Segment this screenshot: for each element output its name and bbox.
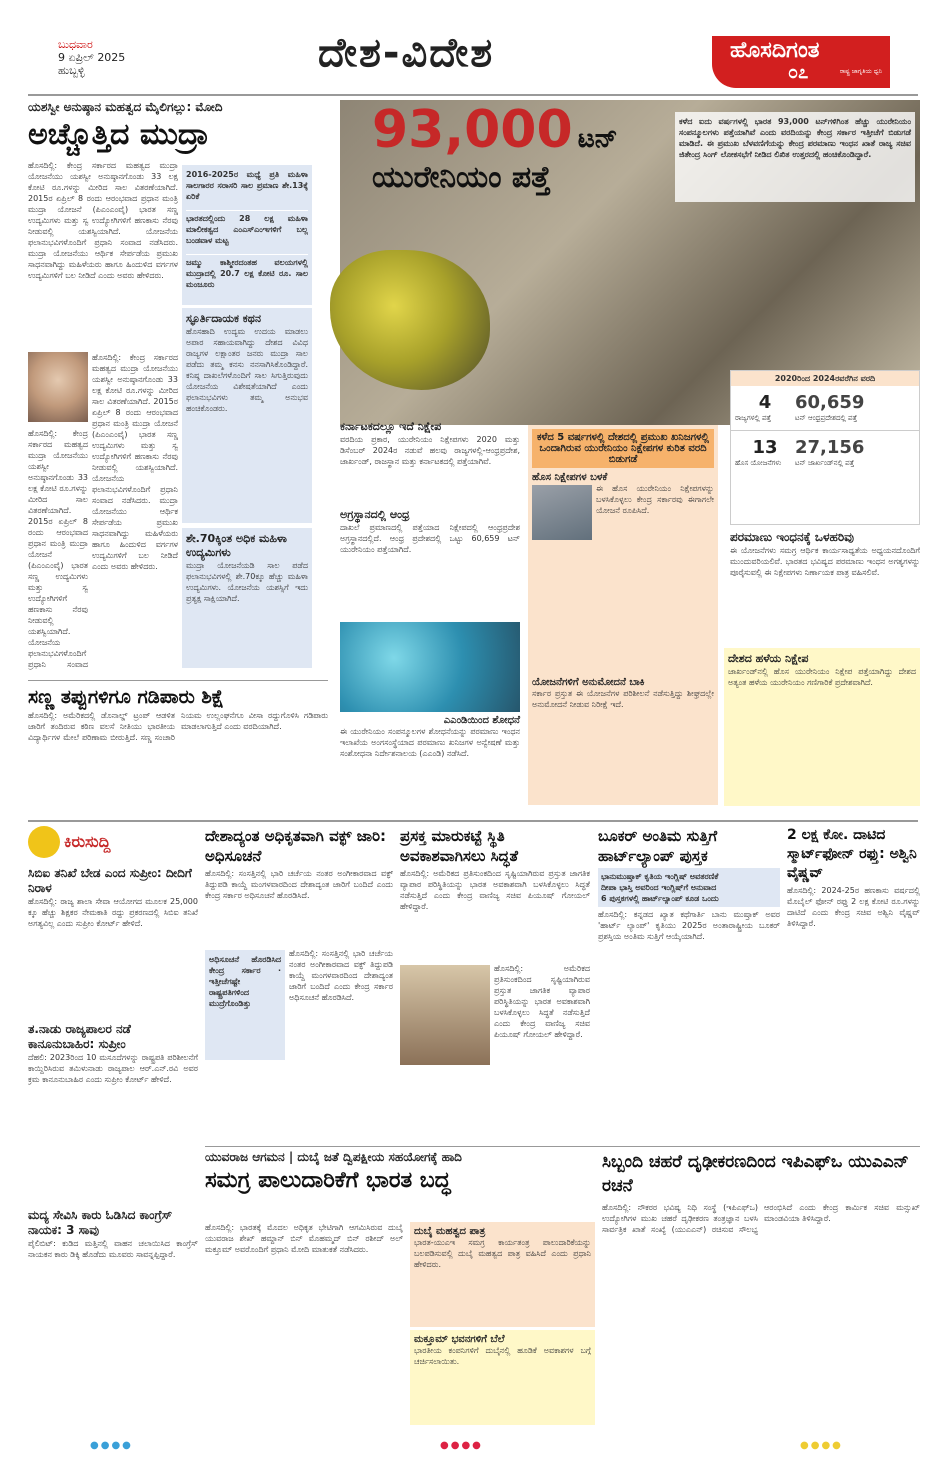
waqf-body: ಹೊಸದಿಲ್ಲಿ: ಸಂಸತ್ತಿನಲ್ಲಿ ಭಾರಿ ಚರ್ಚೆಯ ನಂತರ ಅಂಗೀಕಾರವಾದ ವಕ್ಫ್ ತಿದ್ದುಪಡಿ ಕಾಯ್ದೆ ಮಂಗಳವಾರದಿಂದ ದೇಶಾದ್ಯಂತ ಜಾರಿಗೆ ಬಂದಿದೆ ಎಂದು ಕೇಂದ್ರ ಸರ್ಕಾರ ಅಧಿಸೂಚನೆ ಹೊರಡಿಸಿದೆ. — [205, 869, 393, 900]
kiru-h1: ಸಿಬಿಐ ತನಿಖೆ ಬೇಡ ಎಂದ ಸುಪ್ರೀಂ: ದೀದಿಗೆ ನಿರಾಳ — [28, 866, 192, 895]
karnataka-section — [340, 420, 520, 582]
dubai-side-1-title: ದುಬೈ ಮಹತ್ವದ ಪಾತ್ರ — [414, 1226, 486, 1237]
fact-2: ಭಾರತದಲ್ಲಿಂದು 28 ಲಕ್ಷ ಮಹಿಳಾ ಮಾಲೀಕತ್ವದ ಎಂಎಸ್ಎಂಇಗಳಿಗೆ ಬಲ್ಲ ಬಂಡವಾಳ ಮಟ್ಟ — [186, 213, 308, 255]
stat-2-value: 27,156 — [795, 437, 865, 458]
fact-3: ಜಮ್ಮು ಕಾಶ್ಮೀರದಂತಹ ವಲಯಗಳಲ್ಲಿ ಮುದ್ರಾದಲ್ಲಿ 20.7 ಲಕ್ಷ ಕೋಟಿ ರೂ. ಸಾಲ ಮಂಜೂರು — [186, 258, 308, 289]
stat-1-value: 60,659 — [795, 392, 865, 413]
divider — [28, 680, 328, 681]
booker-story — [598, 826, 780, 1169]
booker-points — [598, 868, 780, 907]
women-box — [182, 528, 312, 668]
atomic-body: ಈ ಯೋಜನೆಗಳು ಸಮಗ್ರ ಆರ್ಥಿಕ ಕಾರ್ಯಸಾಧ್ಯತೆಯ ಅಧ್ಯಯನದೊಂದಿಗೆ ಮುಂದುವರಿಯಲಿವೆ. ಭಾರತದ ಭವಿಷ್ಯದ ಪರಮಾಣು ಇಂಧನ ಅಗತ್ಯಗಳನ್ನು ಪೂರೈಸುವಲ್ಲಿ ಈ ನಿಕ್ಷೇಪಗಳು ನಿರ್ಣಾಯಕ ಪಾತ್ರ ವಹಿಸಲಿವೆ. — [730, 546, 920, 577]
kiru-h3: ಮದ್ಯ ಸೇವಿಸಿ ಕಾರು ಓಡಿಸಿದ ಕಾಂಗ್ರೆಸ್ ನಾಯಕ: 3 ಸಾವು — [28, 1208, 173, 1237]
small-mistakes-headline: ಸಣ್ಣ ತಪ್ಪುಗಳಿಗೂ ಗಡಿಪಾರು ಶಿಕ್ಷೆ — [28, 686, 225, 708]
stat-1-value-label: ಟನ್ ಆಂಧ್ರಪ್ರದೇಶದಲ್ಲಿ ಪತ್ತೆ — [795, 414, 858, 422]
atomic-section — [730, 530, 920, 645]
karnataka-title: ಕರ್ನಾಟಕದಲ್ಲೂ ಇದೆ ನಿಕ್ಷೇಪ — [340, 420, 442, 433]
market-story — [400, 826, 590, 1173]
stat-1-number: 4 — [758, 392, 772, 413]
print-marks-left: ●●●● — [90, 1440, 133, 1451]
old-deposit-box — [724, 648, 920, 806]
uranium-headline — [372, 100, 662, 210]
date-box — [58, 38, 148, 77]
plan-title: ಯೋಜನೆಗಳಿಗೆ ಅನುಮೋದನೆ ಬಾಕಿ — [532, 677, 645, 688]
fact-1: 2016-2025ರ ಮಧ್ಯೆ ಪ್ರತಿ ಮಹಿಳಾ ಸಾಲಗಾರರ ಸರಾಸರಿ ಸಾಲ ಪ್ರಮಾಣ ಶೇ.13ಕ್ಕೆ ಏರಿಕೆ — [186, 169, 308, 211]
waqf-body-cont: ಹೊಸದಿಲ್ಲಿ: ಸಂಸತ್ತಿನಲ್ಲಿ ಭಾರಿ ಚರ್ಚೆಯ ನಂತರ ಅಂಗೀಕಾರವಾದ ವಕ್ಫ್ ತಿದ್ದುಪಡಿ ಕಾಯ್ದೆ ಮಂಗಳವಾರದಿಂದ ದೇಶಾದ್ಯಂತ ಜಾರಿಗೆ ಬಂದಿದೆ ಎಂದು ಕೇಂದ್ರ ಸರ್ಕಾರ ಅಧಿಸೂಚನೆ ಹೊರಡಿಸಿದೆ. — [289, 949, 393, 1002]
market-body: ಹೊಸದಿಲ್ಲಿ: ಅಮೆರಿಕದ ಪ್ರತಿಸುಂಕದಿಂದ ಸೃಷ್ಟಿಯಾಗಿರುವ ಪ್ರಸ್ತುತ ಜಾಗತಿಕ ವ್ಯಾಪಾರ ಪರಿಸ್ಥಿತಿಯನ್ನು ಭಾರತ ಅವಕಾಶವಾಗಿ ಬಳಸಿಕೊಳ್ಳಲು ಸಿದ್ಧತೆ ನಡೆಸುತ್ತಿದೆ ಎಂದು ಕೇಂದ್ರ ವಾಣಿಜ್ಯ ಸಚಿವ ಪಿಯೂಷ್ ಗೋಯಲ್ ಹೇಳಿದ್ದಾರೆ. — [400, 869, 590, 911]
dubai-side-1-body: ಭಾರತ-ಯುಎಇ ಸಮಗ್ರ ಕಾರ್ಯತಂತ್ರ ಪಾಲುದಾರಿಕೆಯನ್ನು ಬಲಪಡಿಸುವಲ್ಲಿ ದುಬೈ ಮಹತ್ವದ ಪಾತ್ರ ವಹಿಸಿದೆ ಎಂದು ಪ್ರಧಾನಿ ಹೇಳಿದರು. — [414, 1238, 591, 1269]
section-title: ದೇಶ-ವಿದೇಶ — [318, 30, 495, 76]
date: 9 ಏಪ್ರಿಲ್ 2025 — [58, 51, 126, 64]
tagline: ರಾಷ್ಟ್ರ ಜಾಗೃತಿಯ ಧ್ವನಿ — [839, 68, 882, 75]
andhra-body: ದಾಖಲೆ ಪ್ರಮಾಣದಲ್ಲಿ ಪತ್ತೆಯಾದ ನಿಕ್ಷೇಪದಲ್ಲಿ ಆಂಧ್ರಪ್ರದೇಶ ಅಗ್ರಸ್ಥಾನದಲ್ಲಿದೆ. ಆಂಧ್ರ ಪ್ರದೇಶದಲ್ಲಿ ಒಟ್ಟು 60,659 ಟನ್ ಯುರೇನಿಯಂ ಪತ್ತೆಯಾಗಿದೆ. — [340, 523, 520, 554]
facts-box — [182, 165, 312, 305]
dubai-side-2-body: ಭಾರತೀಯ ಕಂಪನಿಗಳಿಗೆ ದುಬೈನಲ್ಲಿ ಹೂಡಿಕೆ ಅವಕಾಶಗಳ ಬಗ್ಗೆ ಚರ್ಚಿಸಲಾಯಿತು. — [414, 1346, 591, 1366]
dubai-kicker: ಯುವರಾಜ ಆಗಮನ | ದುಬೈ ಜತೆ ದ್ವಿಪಕ್ಷೀಯ ಸಹಯೋಗಕ್ಕೆ ಹಾದಿ — [205, 1150, 462, 1164]
kiru-header — [28, 826, 198, 858]
booker-point-1: ಭಾನುಮುಷ್ತಾಕ್ ಕೃತಿಯ ಇಂಗ್ಲಿಷ್ ಅವತರಣಿಕೆ — [601, 872, 719, 881]
dubai-headline: ಸಮಗ್ರ ಪಾಲುದಾರಿಕೆಗೆ ಭಾರತ ಬದ್ಧ — [205, 1168, 451, 1193]
mudra-headline: ಅಚ್ಚೊತ್ತಿದ ಮುದ್ರಾ — [28, 117, 210, 152]
kiru-title: ಕಿರುಸುದ್ದಿ — [64, 832, 111, 851]
waqf-headline: ದೇಶಾದ್ಯಂತ ಅಧಿಕೃತವಾಗಿ ವಕ್ಫ್ ಜಾರಿ: ಅಧಿಸೂಚನೆ — [205, 827, 386, 865]
booker-point-3: 6 ಪುಸ್ತಕಗಳಲ್ಲಿ ಹಾರ್ಟ್‌ಲ್ಯಾಂಪ್ ಕೂಡ ಒಂದು — [601, 894, 719, 903]
waqf-note: ಅಧಿಸೂಚನೆ ಹೊರಡಿಸಿದ ಕೇಂದ್ರ ಸರ್ಕಾರ · ಇತ್ತೀಚೆಗಷ್ಟೇ ರಾಷ್ಟ್ರಪತಿಗಳಿಂದ ಮುದ್ರೆಗೊಂಡಿತ್ತು — [205, 950, 285, 1060]
booker-point-2: ದೀಪಾ ಭಾಸ್ತಿ ಅವರಿಂದ ಇಂಗ್ಲಿಷ್‌ಗೆ ಅನುವಾದ — [601, 883, 717, 892]
amd-section — [340, 715, 520, 796]
market-headline: ಪ್ರಸಕ್ತ ಮಾರುಕಟ್ಟೆ ಸ್ಥಿತಿ ಅವಕಾಶವಾಗಿಸಲು ಸಿದ್ಧತೆ — [400, 827, 519, 865]
divider-bottom — [205, 1146, 920, 1147]
dubai-side-2 — [410, 1330, 595, 1425]
mudra-body-cont2: ಹೊಸದಿಲ್ಲಿ: ಕೇಂದ್ರ ಸರ್ಕಾರದ ಮಹತ್ವದ ಮುದ್ರಾ ಯೋಜನೆಯು ಯಶಸ್ವೀ ಅನುಷ್ಠಾನಗೊಂಡು 33 ಲಕ್ಷ ಕೋಟಿ ರೂ.ಗಳನ್ನು ಮೀರಿದ ಸಾಲ ವಿತರಣೆಯಾಗಿದೆ. 2015ರ ಏಪ್ರಿಲ್ 8 ರಂದು ಆರಂಭವಾದ ಪ್ರಧಾನ ಮಂತ್ರಿ ಮುದ್ರಾ ಯೋಜನೆ (ಪಿಎಂಎಂವೈ) ಭಾರತ ಸಣ್ಣ ಉದ್ಯಮಿಗಳು ಮತ್ತು ಸ್ವ ಉದ್ಯೋಗಿಗಳಿಗೆ ಹಣಕಾಸು ನೆರವು ನೀಡುವಲ್ಲಿ ಯಶಸ್ವಿಯಾಗಿದೆ. ಯೋಜನೆಯ ಫಲಾನುಭವಿಗಳೊಂದಿಗೆ ಪ್ರಧಾನಿ ಸಂವಾದ — [28, 429, 88, 669]
mudra-body: ಹೊಸದಿಲ್ಲಿ: ಕೇಂದ್ರ ಸರ್ಕಾರದ ಮಹತ್ವದ ಮುದ್ರಾ ಯೋಜನೆಯು ಯಶಸ್ವೀ ಅನುಷ್ಠಾನಗೊಂಡು 33 ಲಕ್ಷ ಕೋಟಿ ರೂ.ಗಳನ್ನು ಮೀರಿದ ಸಾಲ ವಿತರಣೆಯಾಗಿದೆ. 2015ರ ಏಪ್ರಿಲ್ 8 ರಂದು ಆರಂಭವಾದ ಪ್ರಧಾನ ಮಂತ್ರಿ ಮುದ್ರಾ ಯೋಜನೆ (ಪಿಎಂಎಂವೈ) ಭಾರತ ಸಣ್ಣ ಉದ್ಯಮಿಗಳು ಮತ್ತು ಸ್ವ ಉದ್ಯೋಗಿಗಳಿಗೆ ಹಣಕಾಸು ನೆರವು ನೀಡುವಲ್ಲಿ ಯಶಸ್ವಿಯಾಗಿದೆ. ಯೋಜನೆಯ ಫಲಾನುಭವಿಗಳೊಂದಿಗೆ ಪ್ರಧಾನಿ ಸಂವಾದ ನಡೆಸಿದರು. ಮುದ್ರಾ ಯೋಜನೆಯು ಆರ್ಥಿಕ ಸೇರ್ಪಡೆಯ ಪ್ರಮುಖ ಸಾಧನವಾಗಿದ್ದು ಮಹಿಳೆಯರು ಹಾಗೂ ಹಿಂದುಳಿದ ವರ್ಗಗಳ ಉದ್ಯಮಿಗಳಿಗೆ ಬಲ ನೀಡಿದೆ ಎಂದು ಅವರು ಹೇಳಿದರು. — [28, 161, 178, 280]
megaphone-icon — [28, 826, 60, 858]
epfo-story — [602, 1150, 920, 1417]
booker-headline: ಬೂಕರ್ ಅಂತಿಮ ಸುತ್ತಿಗೆ ಹಾರ್ಟ್‌ಲ್ಯಾಂಪ್ ಪುಸ್ತಕ — [598, 827, 718, 865]
karnataka-body: ವರದಿಯ ಪ್ರಕಾರ, ಯುರೇನಿಯಂ ನಿಕ್ಷೇಪಗಳು 2020 ಮತ್ತು ಡಿಸೆಂಬರ್ 2024ರ ನಡುವೆ ಹಲವು ರಾಜ್ಯಗಳಲ್ಲಿ-ಆಂಧ್ರಪ್ರದೇಶ, ಜಾರ್ಖಂಡ್, ರಾಜಸ್ಥಾನ ಮತ್ತು ಕರ್ನಾಟಕದಲ್ಲಿ ಪತ್ತೆಯಾಗಿವೆ. — [340, 435, 520, 466]
dubai-side-1 — [410, 1222, 595, 1327]
divider-mid — [28, 820, 918, 822]
mining-photo — [532, 485, 592, 540]
market-body-cont: ಹೊಸದಿಲ್ಲಿ: ಅಮೆರಿಕದ ಪ್ರತಿಸುಂಕದಿಂದ ಸೃಷ್ಟಿಯಾಗಿರುವ ಪ್ರಸ್ತುತ ಜಾಗತಿಕ ವ್ಯಾಪಾರ ಪರಿಸ್ಥಿತಿಯನ್ನು ಭಾರತ ಅವಕಾಶವಾಗಿ ಬಳಸಿಕೊಳ್ಳಲು ಸಿದ್ಧತೆ ನಡೆಸುತ್ತಿದೆ ಎಂದು ಕೇಂದ್ರ ವಾಣಿಜ್ಯ ಸಚಿವ ಪಿಯೂಷ್ ಗೋಯಲ್ ಹೇಳಿದ್ದಾರೆ. — [494, 964, 590, 1039]
amd-body: ಈ ಯುರೇನಿಯಂ ಸಂಪನ್ಮೂಲಗಳ ಶೋಧನೆಯನ್ನು ಪರಮಾಣು ಇಂಧನ ಇಲಾಖೆಯ ಅಂಗಸಂಸ್ಥೆಯಾದ ಪರಮಾಣು ಖನಿಜಗಳ ಅನ್ವೇಷಣೆ ಮತ್ತು ಸಂಶೋಧನಾ ನಿರ್ದೇಶನಾಲಯ (ಎಎಂಡಿ) ನಡೆಸಿದೆ. — [340, 727, 520, 758]
uranium-unit: ಟನ್ — [577, 124, 618, 154]
inspire-title: ಸ್ಫೂರ್ತಿದಾಯಕ ಕಥನ — [186, 312, 261, 325]
report-box — [528, 425, 718, 805]
stats-box — [730, 370, 920, 525]
dubai-side-2-title: ಮಕ್ತೂಮ್ ಭವನಗಳಿಗೆ ಬೆಲೆ — [414, 1334, 505, 1345]
crystal-photo — [340, 622, 520, 712]
plan-body: ಸರ್ಕಾರ ಪ್ರಸ್ತುತ ಈ ಯೋಜನೆಗಳ ಪರಿಶೀಲನೆ ನಡೆಸುತ್ತಿದ್ದು ಶೀಘ್ರದಲ್ಲೇ ಅನುಮೋದನೆ ನೀಡುವ ನಿರೀಕ್ಷೆ ಇದೆ. — [532, 689, 714, 709]
page-number: ೦೭ — [788, 62, 809, 83]
dubai-story — [205, 1150, 595, 1197]
phone-headline: 2 ಲಕ್ಷ ಕೋ. ದಾಟಿದ ಸ್ಮಾರ್ಟ್‌ಫೋನ್ ರಫ್ತು: ಅಶ್ವಿನಿ ವೈಷ್ಣವ್ — [787, 827, 917, 881]
stat-row-2 — [731, 431, 919, 475]
stat-row-1 — [731, 386, 919, 431]
inspire-body: ಹೊಸಹಾದಿ ಉದ್ಯಮ ಉದಯ ಮಾಡಲು ಅಪಾರ ಸಹಾಯವಾಗಿದ್ದು ದೇಶದ ವಿವಿಧ ರಾಜ್ಯಗಳ ಲಕ್ಷಾಂತರ ಜನರು ಮುದ್ರಾ ಸಾಲ ಪಡೆದು ತಮ್ಮ ಕನಸು ನನಸಾಗಿಸಿಕೊಂಡಿದ್ದಾರೆ. ಕನಿಷ್ಠ ದಾಖಲೆಗಳೊಂದಿಗೆ ಸಾಲ ಸಿಗುತ್ತಿರುವುದು ಯೋಜನೆಯ ವಿಶೇಷತೆಯಾಗಿದೆ ಎಂದು ಫಲಾನುಭವಿಗಳು ತಮ್ಮ ಅನುಭವ ಹಂಚಿಕೊಂಡರು. — [186, 327, 308, 413]
header-divider — [28, 94, 918, 96]
atomic-title: ಪರಮಾಣು ಇಂಧನಕ್ಕೆ ಒಳಹರಿವು — [730, 530, 854, 544]
phone-story — [787, 826, 920, 1145]
andhra-title: ಅಗ್ರಸ್ಥಾನದಲ್ಲಿ ಆಂಧ್ರ — [340, 508, 410, 521]
new-deposits-body: ಈ ಹೊಸ ಯುರೇನಿಯಂ ನಿಕ್ಷೇಪಗಳನ್ನು ಬಳಸಿಕೊಳ್ಳಲು ಕೇಂದ್ರ ಸರ್ಕಾರವು ಈಗಾಗಲೇ ಯೋಜನೆ ರೂಪಿಸಿದೆ. — [596, 484, 714, 515]
weekday: ಬುಧವಾರ — [58, 38, 93, 51]
report-box-title: ಕಳೆದ 5 ವರ್ಷಗಳಲ್ಲಿ ದೇಶದಲ್ಲಿ ಪ್ರಮುಖ ಖನಿಜಗಳಲ್ಲಿ ಒಂದಾಗಿರುವ ಯುರೇನಿಯಂ ನಿಕ್ಷೇಪಗಳ ಕುರಿತ ವರದಿ ಬಿಡುಗಡೆ — [532, 429, 714, 468]
old-deposit-title: ದೇಶದ ಹಳೆಯ ನಿಕ್ಷೇಪ — [728, 652, 809, 665]
print-marks-center: ●●●● — [440, 1440, 483, 1451]
amd-caption: ಎಎಂಡಿಯಿಂದ ಶೋಧನೆ — [443, 715, 520, 726]
newspaper-logo — [712, 36, 890, 88]
city: ಹುಬ್ಬಳ್ಳಿ — [58, 64, 85, 77]
print-marks-right: ●●●● — [800, 1440, 843, 1451]
inspire-box — [182, 308, 312, 523]
waqf-story — [205, 826, 393, 1178]
modi-photo — [28, 352, 88, 422]
stat-2-label: ಹೊಸ ಯೋಜನೆಗಳು — [735, 459, 782, 467]
women-title: ಶೇ.70ಕ್ಕಿಂತ ಅಧಿಕ ಮಹಿಳಾ ಉದ್ಯಮಿಗಳು — [186, 532, 287, 559]
women-body: ಮುದ್ರಾ ಯೋಜನೆಯಡಿ ಸಾಲ ಪಡೆದ ಫಲಾನುಭವಿಗಳಲ್ಲಿ ಶೇ.70ಕ್ಕೂ ಹೆಚ್ಚು ಮಹಿಳಾ ಉದ್ಯಮಿಗಳು. ಯೋಜನೆಯ ಯಶಸ್ಸಿಗೆ ಇದು ಪ್ರತ್ಯಕ್ಷ ಸಾಕ್ಷಿಯಾಗಿದೆ. — [186, 561, 308, 603]
small-mistakes-story — [28, 684, 328, 815]
kiru-column — [28, 826, 198, 1436]
kiru-b1: ಹೊಸದಿಲ್ಲಿ: ರಾಜ್ಯ ಶಾಲಾ ಸೇವಾ ಆಯೋಗದ ಮೂಲಕ 25,000 ಕ್ಕೂ ಹೆಚ್ಚು ಶಿಕ್ಷಕರ ನೇಮಕಾತಿ ರದ್ದು ಪ್ರಕರಣದಲ್ಲಿ ಸಿಬಿಐ ತನಿಖೆ ಅಗತ್ಯವಿಲ್ಲ ಎಂದು ಸುಪ್ರೀಂ ಕೋರ್ಟ್ ಹೇಳಿದೆ. — [28, 897, 198, 928]
masthead — [0, 0, 945, 96]
uranium-title: ಯುರೇನಿಯಂ ಪತ್ತೆ — [372, 160, 551, 195]
old-deposit-body: ಜಾರ್ಖಂಡ್‌ನಲ್ಲಿ ಹೊಸ ಯುರೇನಿಯಂ ನಿಕ್ಷೇಪ ಪತ್ತೆಯಾಗಿದ್ದು ದೇಶದ ಅತ್ಯಂತ ಹಳೆಯ ಯುರೇನಿಯಂ ಗಣಿಗಾರಿಕೆ ಪ್ರದೇಶವಾಗಿದೆ. — [728, 667, 916, 687]
kiru-b3: ಪೈಲಿಬಿಟ್: ಕುಡಿದ ಮತ್ತಿನಲ್ಲಿ ವಾಹನ ಚಲಾಯಿಸಿದ ಕಾಂಗ್ರೆಸ್ ನಾಯಕನ ಕಾರು ಡಿಕ್ಕಿ ಹೊಡೆದು ಮೂವರು ಸಾವನ್ನಪ್ಪಿದ್ದಾರೆ. — [28, 1239, 198, 1259]
mudra-kicker: ಯಶಸ್ವೀ ಅನುಷ್ಠಾನ ಮಹತ್ವದ ಮೈಲಿಗಲ್ಲು: ಮೋದಿ — [28, 100, 223, 114]
uranium-intro: ಕಳೆದ ಐದು ವರ್ಷಗಳಲ್ಲಿ ಭಾರತ 93,000 ಟನ್‌ಗಳಿಗಿಂತ ಹೆಚ್ಚು ಯುರೇನಿಯಂ ಸಂಪನ್ಮೂಲಗಳು ಪತ್ತೆಯಾಗಿವೆ ಎಂದು ವರದಿಯನ್ನು ಕೇಂದ್ರ ಸರ್ಕಾರ ಇತ್ತೀಚೆಗೆ ಬಿಡುಗಡೆ ಮಾಡಿದೆ. ಈ ಪ್ರಮುಖ ಬೆಳವಣಿಗೆಯನ್ನು ಕೇಂದ್ರ ಪರಮಾಣು ಇಂಧನ ಖಾತೆ ರಾಜ್ಯ ಸಚಿವ ಜಿತೇಂದ್ರ ಸಿಂಗ್ ಲೋಕಸಭೆಗೆ ನೀಡಿದ ಲಿಖಿತ ಉತ್ತರದಲ್ಲಿ ಹಂಚಿಕೊಂಡಿದ್ದಾರೆ. — [675, 112, 915, 202]
mudra-body-cont: ಹೊಸದಿಲ್ಲಿ: ಕೇಂದ್ರ ಸರ್ಕಾರದ ಮಹತ್ವದ ಮುದ್ರಾ ಯೋಜನೆಯು ಯಶಸ್ವೀ ಅನುಷ್ಠಾನಗೊಂಡು 33 ಲಕ್ಷ ಕೋಟಿ ರೂ.ಗಳನ್ನು ಮೀರಿದ ಸಾಲ ವಿತರಣೆಯಾಗಿದೆ. 2015ರ ಏಪ್ರಿಲ್ 8 ರಂದು ಆರಂಭವಾದ ಪ್ರಧಾನ ಮಂತ್ರಿ ಮುದ್ರಾ ಯೋಜನೆ (ಪಿಎಂಎಂವೈ) ಭಾರತ ಸಣ್ಣ ಉದ್ಯಮಿಗಳು ಮತ್ತು ಸ್ವ ಉದ್ಯೋಗಿಗಳಿಗೆ ಹಣಕಾಸು ನೆರವು ನೀಡುವಲ್ಲಿ ಯಶಸ್ವಿಯಾಗಿದೆ. ಯೋಜನೆಯ ಫಲಾನುಭವಿಗಳೊಂದಿಗೆ ಪ್ರಧಾನಿ ಸಂವಾದ ನಡೆಸಿದರು. ಮುದ್ರಾ ಯೋಜನೆಯು ಆರ್ಥಿಕ ಸೇರ್ಪಡೆಯ ಪ್ರಮುಖ ಸಾಧನವಾಗಿದ್ದು ಮಹಿಳೆಯರು ಹಾಗೂ ಹಿಂದುಳಿದ ವರ್ಗಗಳ ಉದ್ಯಮಿಗಳಿಗೆ ಬಲ ನೀಡಿದೆ ಎಂದು ಅವರು ಹೇಳಿದರು. — [92, 353, 178, 571]
kiru-b2: ದೆಹಲಿ: 2023ರಿಂದ 10 ಮಸೂದೆಗಳನ್ನು ರಾಷ್ಟ್ರಪತಿ ಪರಿಶೀಲನೆಗೆ ಕಾಯ್ದಿರಿಸಿರುವ ತಮಿಳುನಾಡು ರಾಜ್ಯಪಾಲ ಆರ್.ಎನ್.ರವಿ ಅವರ ಕ್ರಮ ಕಾನೂನುಬಾಹಿರ ಎಂದು ಸುಪ್ರೀಂ ಕೋರ್ಟ್ ಹೇಳಿದೆ. — [28, 1053, 198, 1084]
epfo-body: ಹೊಸದಿಲ್ಲಿ: ನೌಕರರ ಭವಿಷ್ಯ ನಿಧಿ ಸಂಸ್ಥೆ (ಇಪಿಎಫ್‌ಒ) ಉದ್ಯೋಗಿಗಳ ಮುಖ ಚಹರೆ ದೃಢೀಕರಣ ತಂತ್ರಜ್ಞಾನ ಬಳಸಿ ಸಾರ್ವತ್ರಿಕ ಖಾತೆ ಸಂಖ್ಯೆ (ಯುಎಎನ್) ರಚಿಸುವ ಸೌಲಭ್ಯ ಆರಂಭಿಸಿದೆ ಎಂದು ಕೇಂದ್ರ ಕಾರ್ಮಿಕ ಸಚಿವ ಮನ್ಸುಖ್ ಮಾಂಡವಿಯಾ ತಿಳಿಸಿದ್ದಾರೆ. — [602, 1203, 920, 1234]
goyal-photo — [400, 965, 490, 1065]
epfo-headline: ಸಿಬ್ಬಂದಿ ಚಹರೆ ದೃಢೀಕರಣದಿಂದ ಇಪಿಎಫ್‌ಒ ಯುಎಎನ್ ರಚನೆ — [602, 1152, 909, 1196]
kiru-h2: ತ.ನಾಡು ರಾಜ್ಯಪಾಲರ ನಡೆ ಕಾನೂನುಬಾಹಿರ: ಸುಪ್ರೀಂ — [28, 1022, 131, 1051]
new-deposits-title: ಹೊಸ ನಿಕ್ಷೇಪಗಳ ಬಳಕೆ — [532, 472, 608, 483]
small-mistakes-body: ಹೊಸದಿಲ್ಲಿ: ಅಮೆರಿಕದಲ್ಲಿ ಡೊನಾಲ್ಡ್ ಟ್ರಂಪ್ ಆಡಳಿತ ಜಾರಿಗೆ ತಂದಿರುವ ಕಠಿಣ ವಲಸೆ ನೀತಿಯು ಭಾರತೀಯ ವಿದ್ಯಾರ್ಥಿಗಳ ಮೇಲೆ ಪರಿಣಾಮ ಬೀರುತ್ತಿದೆ. ಸಣ್ಣ ಸಂಚಾರಿ ನಿಯಮ ಉಲ್ಲಂಘನೆಗೂ ವೀಸಾ ರದ್ದುಗೊಳಿಸಿ ಗಡಿಪಾರು ಮಾಡಲಾಗುತ್ತಿದೆ ಎಂದು ವರದಿಯಾಗಿದೆ. — [28, 711, 328, 742]
logo-name: ಹೊಸದಿಗಂತ — [730, 38, 820, 63]
stats-title: 2020ರಿಂದ 2024ರವರೆಗಿನ ವರದಿ — [731, 371, 919, 386]
dubai-body: ಹೊಸದಿಲ್ಲಿ: ಭಾರತಕ್ಕೆ ಮೊದಲ ಅಧಿಕೃತ ಭೇಟಿಗಾಗಿ ಆಗಮಿಸಿರುವ ದುಬೈ ಯುವರಾಜ ಶೇಖ್ ಹಮ್ದಾನ್ ಬಿನ್ ಮೊಹಮ್ಮದ್ ಬಿನ್ ರಶೀದ್ ಅಲ್ ಮಕ್ತೂಮ್ ಅವರೊಂದಿಗೆ ಪ್ರಧಾನಿ ಮೋದಿ ಮಾತುಕತೆ ನಡೆಸಿದರು. — [205, 1223, 403, 1254]
mudra-story — [28, 100, 328, 155]
stat-2-number: 13 — [752, 437, 778, 458]
stat-2-value-label: ಟನ್ ಜಾರ್ಖಂಡ್‌ನಲ್ಲಿ ಪತ್ತೆ — [795, 459, 855, 467]
phone-body: ಹೊಸದಿಲ್ಲಿ: 2024-25ರ ಹಣಕಾಸು ವರ್ಷದಲ್ಲಿ ಮೊಬೈಲ್ ಫೋನ್ ರಫ್ತು 2 ಲಕ್ಷ ಕೋಟಿ ರೂ.ಗಳನ್ನು ದಾಟಿದೆ ಎಂದು ಕೇಂದ್ರ ಸಚಿವ ಅಶ್ವಿನಿ ವೈಷ್ಣವ್ ತಿಳಿಸಿದ್ದಾರೆ. — [787, 886, 920, 928]
uranium-figure: 93,000 — [372, 100, 573, 160]
stat-1-label: ರಾಜ್ಯಗಳಲ್ಲಿ ಪತ್ತೆ — [735, 414, 772, 422]
booker-body: ಹೊಸದಿಲ್ಲಿ: ಕನ್ನಡದ ಖ್ಯಾತ ಕಥೆಗಾರ್ತಿ ಬಾನು ಮುಷ್ತಾಕ್ ಅವರ 'ಹಾರ್ಟ್ ಲ್ಯಾಂಪ್' ಕೃತಿಯು 2025ರ ಅಂತಾರಾಷ್ಟ್ರೀಯ ಬೂಕರ್ ಪ್ರಶಸ್ತಿಯ ಅಂತಿಮ ಸುತ್ತಿಗೆ ಆಯ್ಕೆಯಾಗಿದೆ. — [598, 910, 780, 941]
